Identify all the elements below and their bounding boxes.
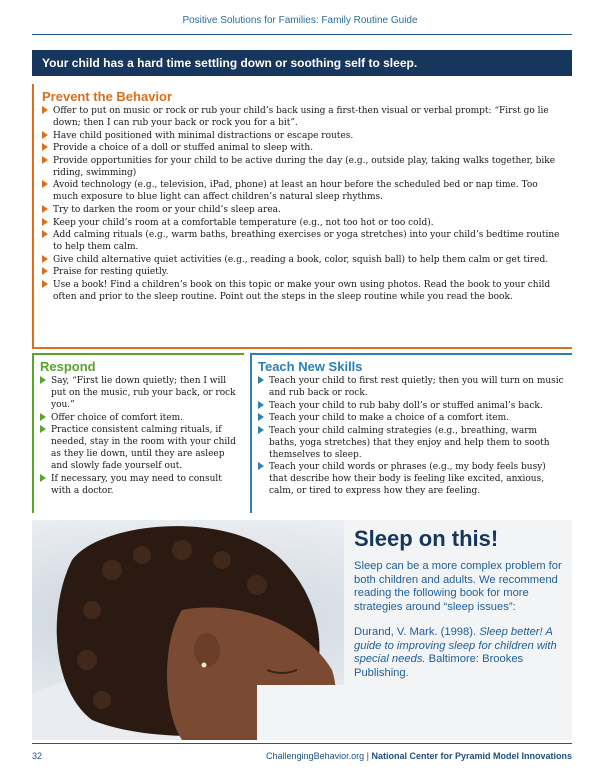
prevent-heading: Prevent the Behavior bbox=[42, 89, 173, 104]
list-item bbox=[258, 412, 566, 424]
list-item bbox=[42, 155, 564, 179]
shirt-shape bbox=[257, 685, 347, 740]
bullet-arrow-icon bbox=[42, 180, 48, 188]
bullet-arrow-icon bbox=[40, 474, 46, 482]
earring-shape bbox=[202, 663, 207, 668]
bullet-arrow-icon bbox=[258, 462, 264, 470]
book-citation bbox=[354, 626, 562, 680]
list-item bbox=[40, 424, 238, 472]
prevent-list bbox=[42, 105, 564, 303]
bullet-arrow-icon bbox=[42, 218, 48, 226]
footer-site-link[interactable]: ChallengingBehavior.org bbox=[266, 751, 365, 761]
bullet-arrow-icon bbox=[258, 426, 264, 434]
prevent-section bbox=[32, 84, 572, 349]
sleep-tip-card bbox=[344, 520, 572, 740]
topic-banner: Your child has a hard time settling down or soothing self to sleep. bbox=[32, 50, 572, 76]
item-text: Teach your child to make a choice of a comfort item. bbox=[269, 413, 509, 424]
item-text: Teach your child words or phrases (e.g., my body feels busy) that describe how their body is feeling like excited, anxious, calm, or tired to express how they are feeling. bbox=[269, 462, 546, 497]
item-text: Teach your child to first rest quietly; then you will turn on music and rub back or rock. bbox=[269, 376, 564, 398]
item-text: Provide opportunities for your child to be active during the day (e.g., outside play, taking walks together, bike riding, swimming) bbox=[53, 155, 556, 178]
bullet-arrow-icon bbox=[40, 425, 46, 433]
teach-heading: Teach New Skills bbox=[258, 359, 363, 374]
bullet-arrow-icon bbox=[258, 376, 264, 384]
respond-heading: Respond bbox=[40, 359, 96, 374]
bullet-arrow-icon bbox=[42, 230, 48, 238]
list-item bbox=[42, 130, 564, 142]
teach-list bbox=[258, 375, 566, 497]
bullet-arrow-icon bbox=[42, 106, 48, 114]
list-item bbox=[42, 105, 564, 129]
list-item bbox=[42, 266, 564, 278]
item-text: Offer to put on music or rock or rub your child’s back using a first-then visual or verbal prompt: “First go lie down; then I can rub your back or rock you for a bit”. bbox=[53, 106, 549, 128]
item-text: Teach your child to rub baby doll’s or stuffed animal’s back. bbox=[269, 400, 543, 411]
list-item bbox=[42, 229, 564, 253]
teach-section bbox=[250, 353, 572, 513]
list-item bbox=[42, 204, 564, 216]
list-item bbox=[42, 279, 564, 303]
footer-org: National Center for Pyramid Model Innovations bbox=[371, 751, 572, 761]
bullet-arrow-icon bbox=[42, 205, 48, 213]
footer-separator: | bbox=[364, 751, 372, 761]
item-text: Use a book! Find a children’s book on this topic or make your own using photos. Read the book to your child often and prior to the sleep routine. Point out the steps in the sleep routine while you read the book. bbox=[53, 279, 551, 302]
citation-title: Sleep better! A guide to improving sleep for children with special needs. bbox=[354, 626, 557, 665]
sleep-tip-title: Sleep on this! bbox=[354, 526, 499, 551]
bullet-arrow-icon bbox=[40, 413, 46, 421]
item-text: Practice consistent calming rituals, if needed, stay in the room with your child as they lie down, until they are asleep and slowly fade yourself out. bbox=[51, 425, 236, 472]
bullet-arrow-icon bbox=[42, 131, 48, 139]
list-item bbox=[258, 425, 566, 461]
list-item bbox=[42, 179, 564, 203]
item-text: Try to darken the room or your child’s sleep area. bbox=[53, 204, 281, 215]
running-header: Positive Solutions for Families: Family Routine Guide bbox=[182, 15, 418, 26]
list-item bbox=[42, 254, 564, 266]
item-text: Avoid technology (e.g., television, iPad, phone) at least an hour before the scheduled bed or nap time. Too much exposure to blue light can affect children’s natural sleep rhythms. bbox=[53, 180, 538, 203]
item-text: Praise for resting quietly. bbox=[53, 267, 169, 278]
item-text: Provide a choice of a doll or stuffed animal to sleep with. bbox=[53, 143, 314, 154]
list-item bbox=[42, 217, 564, 229]
item-text: Keep your child’s room at a comfortable temperature (e.g., not too hot or too cold). bbox=[53, 217, 434, 228]
bullet-arrow-icon bbox=[42, 156, 48, 164]
list-item bbox=[40, 473, 238, 497]
list-item bbox=[258, 461, 566, 497]
respond-list bbox=[40, 375, 238, 497]
list-item bbox=[40, 375, 238, 411]
bullet-arrow-icon bbox=[258, 401, 264, 409]
footer-divider bbox=[32, 743, 572, 744]
bullet-arrow-icon bbox=[42, 267, 48, 275]
list-item bbox=[42, 142, 564, 154]
citation-publisher: Baltimore: Brookes Publishing. bbox=[354, 653, 524, 679]
item-text: Give child alternative quiet activities (e.g., reading a book, color, squish ball) to help them calm or get tired. bbox=[53, 254, 549, 265]
list-item bbox=[40, 412, 238, 424]
ear-shape bbox=[194, 633, 220, 667]
bullet-arrow-icon bbox=[42, 280, 48, 288]
item-text: If necessary, you may need to consult with a doctor. bbox=[51, 473, 222, 496]
item-text: Teach your child calming strategies (e.g., breathing, warm baths, yoga stretches) that they enjoy and help them to sooth themselves to sleep. bbox=[269, 425, 550, 460]
list-item bbox=[258, 400, 566, 412]
footer-credit bbox=[266, 751, 572, 761]
bullet-arrow-icon bbox=[42, 143, 48, 151]
list-item bbox=[258, 375, 566, 399]
citation-author: Durand, V. Mark. (1998). bbox=[354, 626, 480, 638]
bullet-arrow-icon bbox=[40, 376, 46, 384]
sleep-tip-body: Sleep can be a more complex problem for both children and adults. We recommend reading the following book for more strategies around “sleep issues”: bbox=[354, 560, 562, 613]
respond-section bbox=[32, 353, 244, 513]
bullet-arrow-icon bbox=[258, 413, 264, 421]
item-text: Add calming rituals (e.g., warm baths, breathing exercises or yoga stretches) into your child’s bedtime routine to help them calm. bbox=[53, 230, 560, 253]
item-text: Offer choice of comfort item. bbox=[51, 412, 183, 423]
item-text: Have child positioned with minimal distractions or escape routes. bbox=[53, 130, 354, 141]
page-number: 32 bbox=[32, 751, 43, 761]
bullet-arrow-icon bbox=[42, 255, 48, 263]
header-divider bbox=[32, 34, 572, 35]
item-text: Say, “First lie down quietly; then I will put on the music, rub your back, or rock you.” bbox=[51, 376, 236, 410]
